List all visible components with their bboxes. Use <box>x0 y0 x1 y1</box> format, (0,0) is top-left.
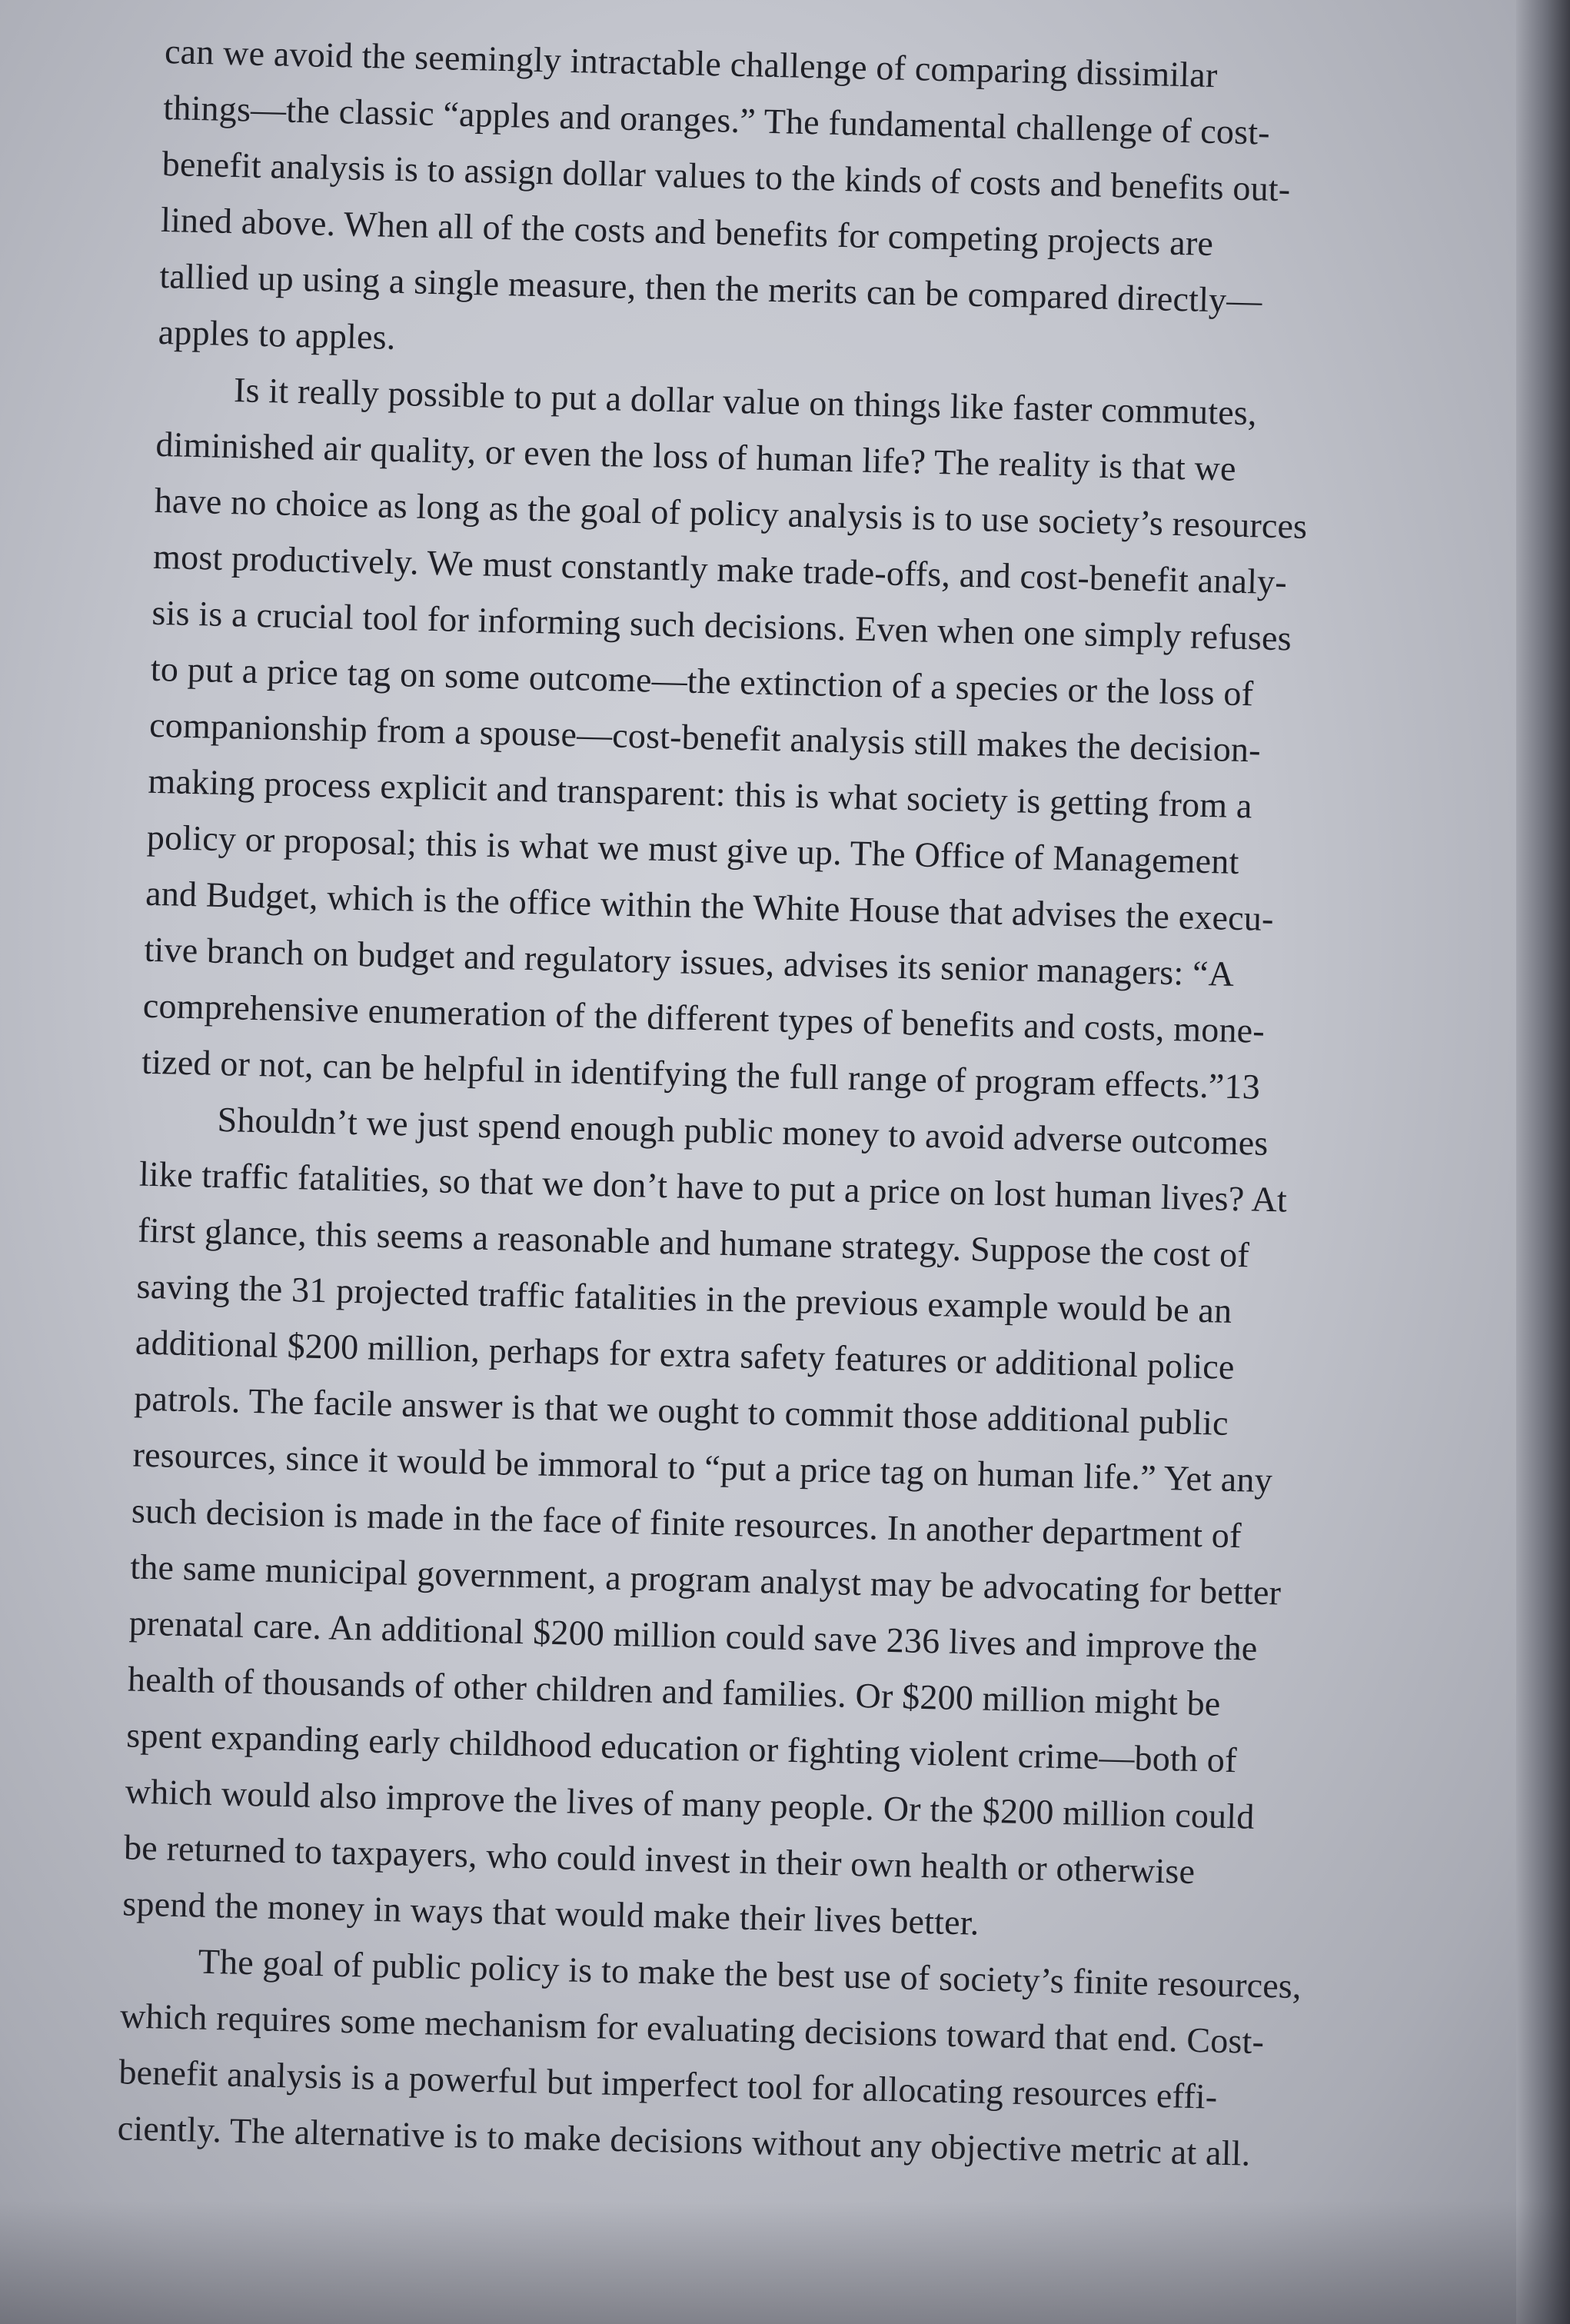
text-line: health of thousands of other children and families. Or $200 million might be <box>127 1659 1222 1723</box>
text-line: policy or proposal; this is what we must give up. The Office of Management <box>146 817 1240 881</box>
text-line: can we avoid the seemingly intractable challenge of comparing dissimilar <box>164 31 1219 95</box>
text-line: tallied up using a single measure, then the merits can be compared directly— <box>158 255 1263 321</box>
text-line: ciently. The alternative is to make decisions without any objective metric at all. <box>117 2108 1251 2173</box>
text-line: the same municipal government, a program analyst may be advocating for better <box>129 1547 1282 1613</box>
text-line: which would also improve the lives of many people. Or the $200 million could <box>125 1771 1256 1836</box>
text-line: resources, since it would be immoral to “put a price tag on human life.” Yet any <box>132 1434 1273 1500</box>
text-line: spend the money in ways that would make their lives better. <box>121 1883 980 1943</box>
text-line: tized or not, can be helpful in identifying the full range of program effects.”13 <box>141 1041 1261 1107</box>
text-line: sis is a crucial tool for informing such decisions. Even when one simply refuses <box>151 592 1292 658</box>
text-line: prenatal care. An additional $200 million could save 236 lives and improve the <box>128 1603 1259 1668</box>
body-text <box>117 23 1472 2186</box>
text-line: have no choice as long as the goal of policy analysis is to use society’s resources <box>154 480 1308 546</box>
text-line: like traffic fatalities, so that we don’t have to put a price on lost human lives? At <box>138 1154 1288 1220</box>
text-line: most productively. We must constantly make trade-offs, and cost-benefit analy- <box>152 536 1288 602</box>
text-line: companionship from a spouse—cost-benefit analysis still makes the decision- <box>148 704 1262 770</box>
text-line: benefit analysis is a powerful but imperfect tool for allocating resources effi- <box>118 2052 1218 2116</box>
book-gutter-shadow <box>1516 0 1570 2324</box>
text-line: diminished air quality, or even the loss of human life? The reality is that we <box>155 424 1237 488</box>
text-line: comprehensive enumeration of the different types of benefits and costs, mone- <box>142 985 1266 1050</box>
text-line: additional $200 million, perhaps for extra safety features or additional police <box>135 1322 1236 1387</box>
text-line: saving the 31 projected traffic fatalities in the previous example would be an <box>136 1266 1232 1330</box>
text-line: spent expanding early childhood education or fighting violent crime—both of <box>125 1715 1238 1780</box>
paragraph-first-line: The goal of public policy is to make the best use of society’s finite resources, <box>198 1941 1302 2006</box>
page-bottom-shadow <box>0 2201 1570 2324</box>
text-line: which requires some mechanism for evaluating decisions toward that end. Cost- <box>119 1996 1265 2062</box>
text-line: making process explicit and transparent: this is what society is getting from a <box>148 761 1253 826</box>
text-line: and Budget, which is the office within the White House that advises the execu- <box>145 873 1275 938</box>
paragraph-first-line: Shouldn’t we just spend enough public money to avoid adverse outcomes <box>217 1099 1269 1163</box>
text-line: things—the classic “apples and oranges.” The fundamental challenge of cost- <box>162 87 1271 152</box>
text-line: benefit analysis is to assign dollar values to the kinds of costs and benefits out- <box>161 143 1291 209</box>
paragraph-first-line: Is it really possible to put a dollar value on things like faster commutes, <box>233 370 1258 433</box>
text-line: be returned to taxpayers, who could invest in their own health or otherwise <box>123 1827 1196 1891</box>
text-line: patrols. The facile answer is that we ought to commit those additional public <box>133 1378 1229 1443</box>
text-line: such decision is made in the face of finite resources. In another department of <box>131 1490 1242 1556</box>
text-line: apples to apples. <box>158 311 397 357</box>
text-line: to put a price tag on some outcome—the extinction of a species or the loss of <box>150 648 1254 714</box>
text-line: tive branch on budget and regulatory issues, advises its senior managers: “A <box>144 929 1235 994</box>
text-line: lined above. When all of the costs and benefits for competing projects are <box>160 199 1214 263</box>
text-line: first glance, this seems a reasonable and humane strategy. Suppose the cost of <box>137 1210 1250 1275</box>
